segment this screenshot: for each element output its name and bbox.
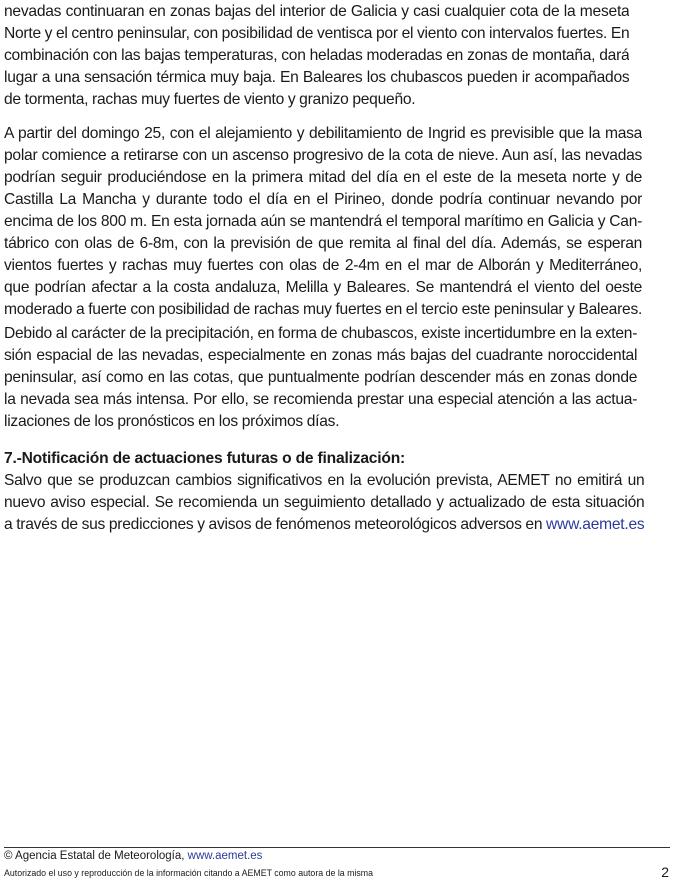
text-line-with-link xyxy=(4,514,644,536)
text-line: Debido al carácter de la precipitación, en forma de chubascos, existe incertidumbre en la exten- xyxy=(4,325,638,342)
text-segment: a través de sus predicciones y avisos de fenómenos meteorológicos adversos en xyxy=(4,516,547,533)
text-line: encima de los 800 m. En esta jornada aún se mantendrá el temporal marítimo en Galicia y Can- xyxy=(4,213,643,230)
text-line: Norte y el centro peninsular, con posibilidad de ventisca por el viento con intervalos fuertes. En xyxy=(4,25,630,42)
text-line: peninsular, así como en las cotas, que puntualmente podrían descender más en zonas donde xyxy=(4,369,638,386)
paragraph-snow-conditions xyxy=(4,1,629,111)
paragraph-sunday-forecast xyxy=(4,123,642,321)
section-heading: 7.-Notificación de actuaciones futuras o de finalización: xyxy=(4,450,406,467)
footer-divider xyxy=(4,847,670,848)
text-line: nevadas continuaran en zonas bajas del interior de Galicia y casi cualquier cota de la meseta xyxy=(4,3,630,20)
text-line: podrían seguir produciéndose en la primera mitad del día en el este de la meseta norte y de xyxy=(4,169,643,186)
aemet-link[interactable]: www.aemet.es xyxy=(546,516,645,533)
text-line: que podrían afectar a la costa andaluza, Melilla y Baleares. Se mantendrá el viento del oeste xyxy=(4,279,643,296)
footer-authorization: Autorizado el uso y reproducción de la información citando a AEMET como autora de la misma xyxy=(4,868,374,878)
text-line: combinación con las bajas temperaturas, con heladas moderadas en zonas de montaña, dará xyxy=(4,47,630,64)
text-line: vientos fuertes y rachas muy fuertes con olas de 2-4m en el mar de Alborán y Mediterráneo, xyxy=(4,257,643,274)
text-line: Salvo que se produzcan cambios significativos en la evolución prevista, AEMET no emitirá un xyxy=(4,472,645,489)
footer-copyright xyxy=(4,850,262,862)
copyright-text: © Agencia Estatal de Meteorología, xyxy=(4,850,188,862)
text-line: la nevada sea más intensa. Por ello, se recomienda prestar una especial atención a las actua- xyxy=(4,391,638,408)
text-line: sión espacial de las nevadas, especialmente en zonas más bajas del cuadrante noroccidental xyxy=(4,347,638,364)
text-line: de tormenta, rachas muy fuertes de viento y granizo pequeño. xyxy=(4,91,416,108)
paragraph-uncertainty xyxy=(4,323,637,433)
text-line: moderado a fuerte con posibilidad de rachas muy fuertes en el tercio este peninsular y Baleares. xyxy=(4,301,643,318)
text-line: nuevo aviso especial. Se recomienda un seguimiento detallado y actualizado de esta situación xyxy=(4,494,645,511)
text-line: tábrico con olas de 6-8m, con la previsión de que remita al final del día. Además, se esperan xyxy=(4,235,643,252)
text-line: A partir del domingo 25, con el alejamiento y debilitamiento de Ingrid es previsible que la masa xyxy=(4,125,643,142)
text-line: polar comience a retirarse con un ascenso progresivo de la cota de nieve. Aun así, las nevadas xyxy=(4,147,643,164)
text-line: lugar a una sensación térmica muy baja. En Baleares los chubascos pueden ir acompañados xyxy=(4,69,630,86)
text-line: lizaciones de los pronósticos en los próximos días. xyxy=(4,413,340,430)
paragraph-notification xyxy=(4,470,644,536)
page-number: 2 xyxy=(661,864,669,880)
footer-aemet-link[interactable]: www.aemet.es xyxy=(187,850,263,862)
text-line: Castilla La Mancha y durante todo el día en el Pirineo, donde podría continuar nevando por xyxy=(4,191,643,208)
